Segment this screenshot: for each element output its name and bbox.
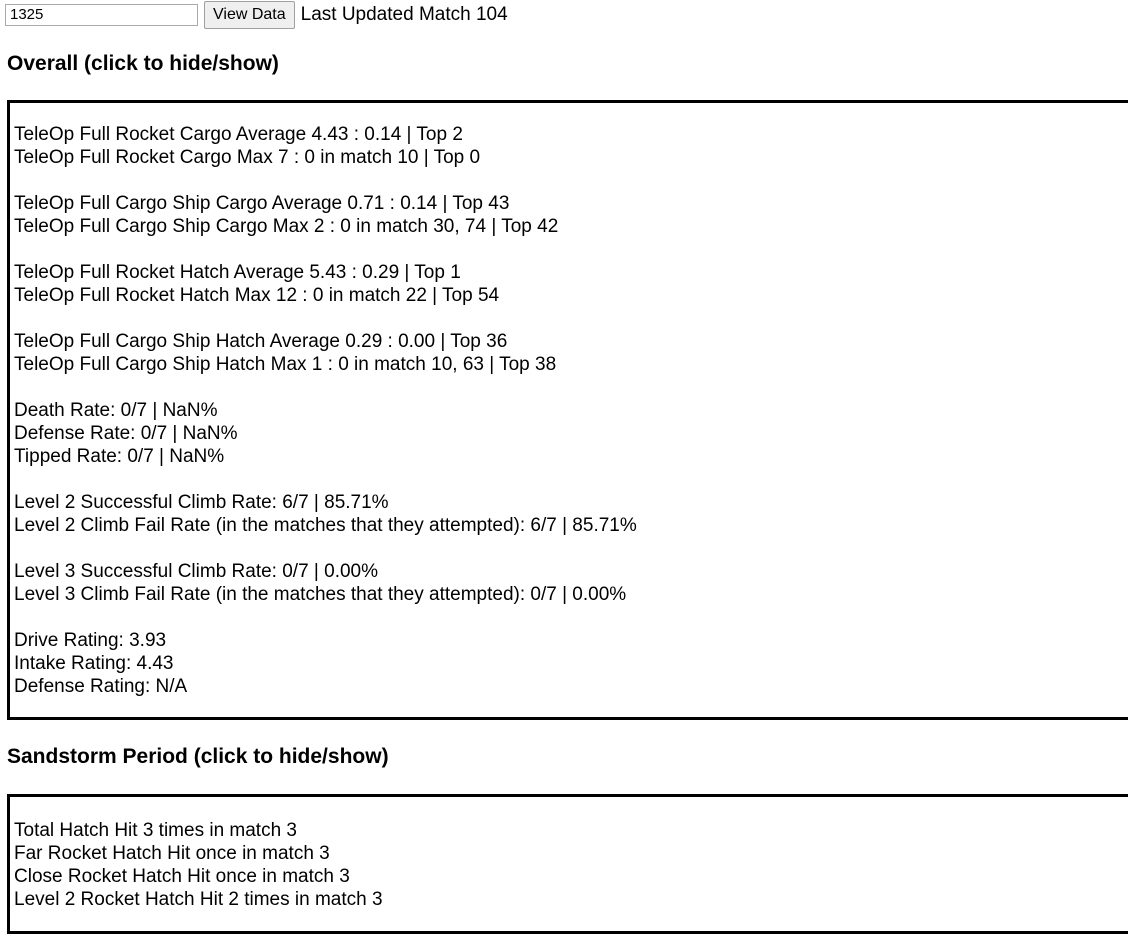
sandstorm-stats-panel (7, 794, 1128, 934)
team-number-input[interactable] (5, 4, 198, 26)
stat-line: TeleOp Full Rocket Hatch Average 5.43 : 0.29 | Top 1 (14, 262, 461, 283)
stat-line: Level 2 Rocket Hatch Hit 2 times in match 3 (14, 889, 383, 910)
stat-line: Total Hatch Hit 3 times in match 3 (14, 820, 297, 841)
last-updated-label: Last Updated Match 104 (300, 3, 508, 25)
stat-line: Drive Rating: 3.93 (14, 630, 167, 651)
stat-line: Far Rocket Hatch Hit once in match 3 (14, 843, 330, 864)
stat-group-cargo-ship-hatch (14, 330, 1128, 376)
stat-line: TeleOp Full Rocket Cargo Average 4.43 : 0.14 | Top 2 (14, 124, 463, 145)
stat-line: TeleOp Full Rocket Cargo Max 7 : 0 in match 10 | Top 0 (14, 147, 481, 168)
stat-group-rates (14, 399, 1128, 468)
stat-line: Defense Rating: N/A (14, 676, 188, 697)
overall-stats-panel (7, 100, 1128, 720)
stat-line: Defense Rate: 0/7 | NaN% (14, 423, 238, 444)
stat-line: TeleOp Full Cargo Ship Cargo Max 2 : 0 in match 30, 74 | Top 42 (14, 216, 559, 237)
stat-group-level2-climb (14, 491, 1128, 537)
stat-line: Death Rate: 0/7 | NaN% (14, 400, 218, 421)
stat-line: Level 3 Climb Fail Rate (in the matches that they attempted): 0/7 | 0.00% (14, 584, 627, 605)
overall-section-toggle[interactable]: Overall (click to hide/show) (7, 52, 279, 75)
stat-line: TeleOp Full Cargo Ship Cargo Average 0.71 : 0.14 | Top 43 (14, 193, 510, 214)
stat-line: Level 3 Successful Climb Rate: 0/7 | 0.00% (14, 561, 379, 582)
stat-line: TeleOp Full Cargo Ship Hatch Average 0.29 : 0.00 | Top 36 (14, 331, 508, 352)
stat-line: Tipped Rate: 0/7 | NaN% (14, 446, 225, 467)
stat-line: Level 2 Successful Climb Rate: 6/7 | 85.71% (14, 492, 389, 513)
stat-group-rocket-hatch (14, 261, 1128, 307)
stat-line: TeleOp Full Rocket Hatch Max 12 : 0 in match 22 | Top 54 (14, 285, 500, 306)
stat-group-ratings (14, 629, 1128, 698)
stat-group-cargo-ship-cargo (14, 192, 1128, 238)
controls-bar (5, 0, 508, 29)
stat-line: Intake Rating: 4.43 (14, 653, 174, 674)
stat-group-rocket-cargo (14, 123, 1128, 169)
stat-line: Level 2 Climb Fail Rate (in the matches that they attempted): 6/7 | 85.71% (14, 515, 637, 536)
sandstorm-section-toggle[interactable]: Sandstorm Period (click to hide/show) (7, 745, 389, 768)
stat-line: Close Rocket Hatch Hit once in match 3 (14, 866, 350, 887)
view-data-button[interactable]: View Data (204, 1, 295, 29)
stat-line: TeleOp Full Cargo Ship Hatch Max 1 : 0 in match 10, 63 | Top 38 (14, 354, 557, 375)
stat-group-level3-climb (14, 560, 1128, 606)
